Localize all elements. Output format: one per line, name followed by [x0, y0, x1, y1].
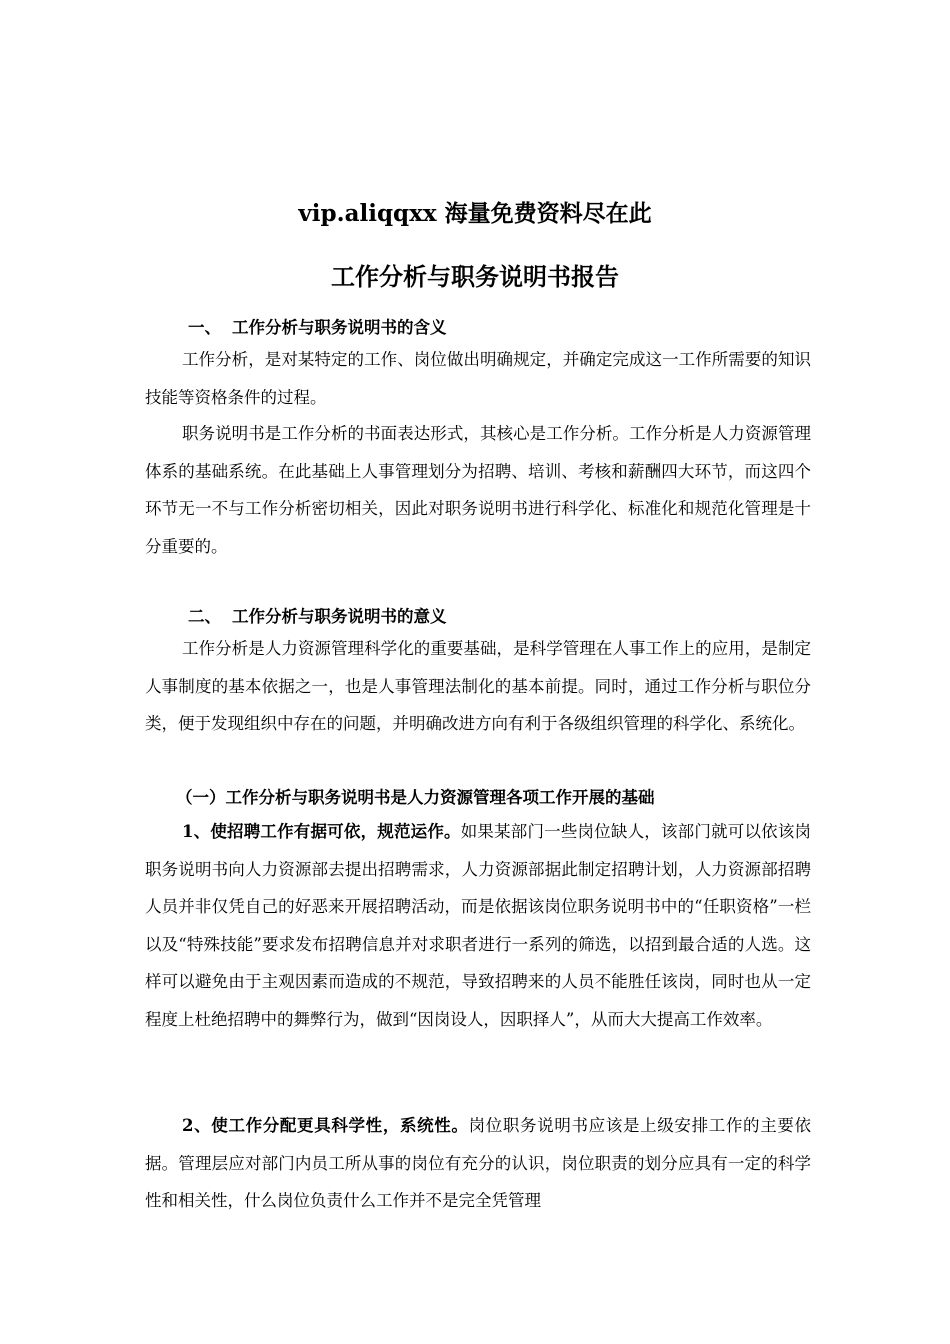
section-1-paragraph-2: 职务说明书是工作分析的书面表达形式，其核心是工作分析。工作分析是人力资源管理体系的基础系统。在此基础上人事管理划分为招聘、培训、考核和薪酬四大环节，而这四个环节无一不与工作分析密切相关，因此对职务说明书进行科学化、标准化和规范化管理是十分重要的。	[145, 424, 811, 556]
item-2-lead: 2、使工作分配更具科学性，系统性。	[182, 1116, 469, 1135]
item-2-paragraph	[145, 1107, 811, 1220]
section-2-paragraph-1: 工作分析是人力资源管理科学化的重要基础，是科学管理在人事工作上的应用，是制定人事制度的基本依据之一，也是人事管理法制化的基本前提。同时，通过工作分析与职位分类，便于发现组织中存在的问题，并明确改进方向有利于各级组织管理的科学化、系统化。	[145, 639, 811, 734]
site-banner-line: vip.aliqqxx 海量免费资料尽在此	[298, 200, 652, 227]
section-1-number: 一、	[188, 318, 221, 337]
section-2-title: 工作分析与职务说明书的意义	[232, 607, 447, 626]
subsection-1-heading: （一）工作分析与职务说明书是人力资源管理各项工作开展的基础	[176, 788, 655, 807]
section-2-number: 二、	[188, 607, 221, 626]
section-1-heading	[188, 315, 447, 341]
item-1-text: 如果某部门一些岗位缺人，该部门就可以依该岗职务说明书向人力资源部去提出招聘需求，人力资源部据此制定招聘计划，人力资源部招聘人员并非仅凭自己的好恶来开展招聘活动，而是依据该岗位职务说明书中的“任职资格”一栏以及“特殊技能”要求发布招聘信息并对求职者进行一系列的筛选，以招到最合适的人选。这样可以避免由于主观因素而造成的不规范，导致招聘来的人员不能胜任该岗，同时也从一定程度上杜绝招聘中的舞弊行为，做到“因岗设人，因职择人”，从而大大提高工作效率。	[145, 822, 812, 1029]
section-1-paragraph-1: 工作分析，是对某特定的工作、岗位做出明确规定，并确定完成这一工作所需要的知识技能等资格条件的过程。	[145, 350, 811, 407]
item-1-lead: 1、使招聘工作有据可依，规范运作。	[182, 822, 461, 841]
document-title: 工作分析与职务说明书报告	[331, 262, 619, 291]
section-2-heading	[188, 604, 447, 630]
section-1-title: 工作分析与职务说明书的含义	[232, 318, 447, 337]
item-1-paragraph	[145, 813, 811, 1039]
item-2-text: 岗位职务说明书应该是上级安排工作的主要依据。管理层应对部门内员工所从事的岗位有充分的认识，岗位职责的划分应具有一定的科学性和相关性，什么岗位负责什么工作并不是完全凭管理	[145, 1116, 812, 1211]
